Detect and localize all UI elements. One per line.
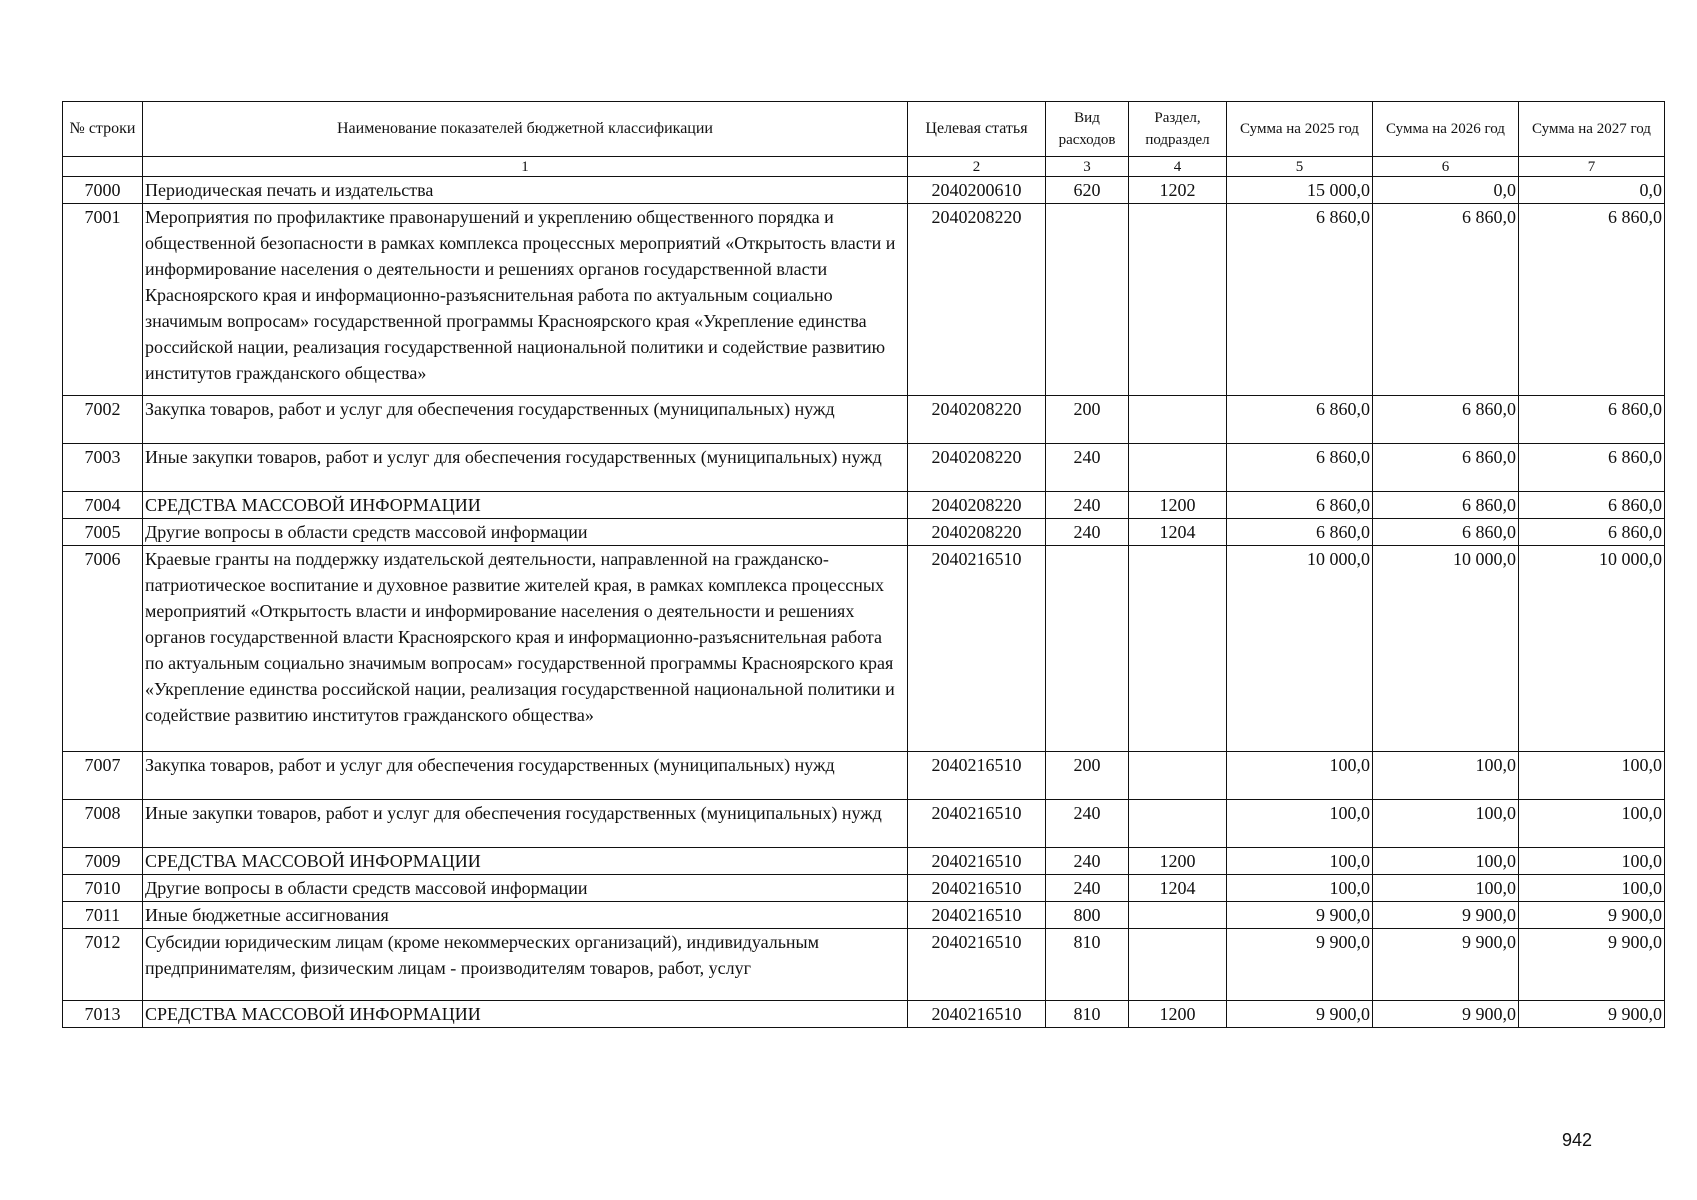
row-section: 1200 (1129, 492, 1227, 519)
table-row (63, 546, 1665, 752)
table-row (63, 902, 1665, 929)
column-number: 7 (1519, 157, 1665, 177)
row-sum-2026: 9 900,0 (1373, 902, 1519, 929)
row-sum-2026: 100,0 (1373, 848, 1519, 875)
row-sum-2026: 100,0 (1373, 875, 1519, 902)
table-row (63, 752, 1665, 800)
column-number: 3 (1046, 157, 1129, 177)
row-target-article: 2040208220 (908, 396, 1046, 444)
row-expense-type: 240 (1046, 800, 1129, 848)
table-row (63, 177, 1665, 204)
table-row (63, 929, 1665, 1001)
row-expense-type: 200 (1046, 752, 1129, 800)
row-target-article: 2040208220 (908, 204, 1046, 396)
row-name: Мероприятия по профилактике правонарушений и укреплению общественного порядка и общественной безопасности в рамках комплекса процессных мероприятий «Открытость власти и информирование населения о деятельности и решениях органов государственной власти Красноярского края и информационно-разъяснительная работа по актуальным социально значимым вопросам» государственной программы Красноярского края «Укрепление единства российской нации, реализация государственной национальной политики и содействие развитию институтов гражданского общества» (143, 204, 908, 396)
row-section (1129, 902, 1227, 929)
row-name: Периодическая печать и издательства (143, 177, 908, 204)
row-sum-2025: 10 000,0 (1227, 546, 1373, 752)
row-number: 7000 (63, 177, 143, 204)
header-sum-2027: Сумма на 2027 год (1519, 102, 1665, 157)
column-number-row (63, 157, 1665, 177)
row-number: 7007 (63, 752, 143, 800)
column-number: 4 (1129, 157, 1227, 177)
row-name: Закупка товаров, работ и услуг для обеспечения государственных (муниципальных) нужд (143, 396, 908, 444)
page-number: 942 (1562, 1130, 1593, 1150)
column-number: 2 (908, 157, 1046, 177)
row-number: 7010 (63, 875, 143, 902)
row-target-article: 2040208220 (908, 519, 1046, 546)
row-expense-type: 240 (1046, 848, 1129, 875)
row-sum-2026: 9 900,0 (1373, 929, 1519, 1001)
row-expense-type: 240 (1046, 492, 1129, 519)
table-row (63, 204, 1665, 396)
row-name: Иные бюджетные ассигнования (143, 902, 908, 929)
table-row (63, 1001, 1665, 1028)
row-target-article: 2040216510 (908, 848, 1046, 875)
row-number: 7009 (63, 848, 143, 875)
row-sum-2026: 0,0 (1373, 177, 1519, 204)
row-section: 1204 (1129, 875, 1227, 902)
row-section: 1204 (1129, 519, 1227, 546)
row-sum-2026: 10 000,0 (1373, 546, 1519, 752)
row-expense-type: 800 (1046, 902, 1129, 929)
row-section (1129, 752, 1227, 800)
row-sum-2025: 100,0 (1227, 875, 1373, 902)
row-sum-2026: 100,0 (1373, 752, 1519, 800)
row-expense-type (1046, 546, 1129, 752)
row-expense-type: 810 (1046, 929, 1129, 1001)
row-name: Закупка товаров, работ и услуг для обеспечения государственных (муниципальных) нужд (143, 752, 908, 800)
row-sum-2025: 100,0 (1227, 848, 1373, 875)
row-sum-2025: 100,0 (1227, 800, 1373, 848)
row-name: Иные закупки товаров, работ и услуг для обеспечения государственных (муниципальных) нужд (143, 800, 908, 848)
row-section (1129, 546, 1227, 752)
row-target-article: 2040216510 (908, 546, 1046, 752)
header-row-number: № строки (63, 102, 143, 157)
row-name: Другие вопросы в области средств массовой информации (143, 875, 908, 902)
row-expense-type: 810 (1046, 1001, 1129, 1028)
row-sum-2026: 6 860,0 (1373, 519, 1519, 546)
row-sum-2025: 6 860,0 (1227, 444, 1373, 492)
header-sum-2025: Сумма на 2025 год (1227, 102, 1373, 157)
row-sum-2026: 6 860,0 (1373, 444, 1519, 492)
row-expense-type: 240 (1046, 875, 1129, 902)
row-expense-type: 200 (1046, 396, 1129, 444)
row-sum-2026: 6 860,0 (1373, 396, 1519, 444)
row-name: Краевые гранты на поддержку издательской деятельности, направленной на гражданско-патриотическое воспитание и духовное развитие жителей края, в рамках комплекса процессных мероприятий «Открытость власти и информирование населения о деятельности и решениях органов государственной власти Красноярского края и информационно-разъяснительная работа по актуальным социально значимым вопросам» государственной программы Красноярского края «Укрепление единства российской нации, реализация государственной национальной политики и содействие развитию институтов гражданского общества» (143, 546, 908, 752)
header-sum-2026: Сумма на 2026 год (1373, 102, 1519, 157)
table-row (63, 519, 1665, 546)
row-number: 7001 (63, 204, 143, 396)
row-sum-2026: 6 860,0 (1373, 204, 1519, 396)
row-number: 7004 (63, 492, 143, 519)
row-number: 7011 (63, 902, 143, 929)
row-sum-2025: 6 860,0 (1227, 492, 1373, 519)
table-row (63, 875, 1665, 902)
row-sum-2027: 100,0 (1519, 752, 1665, 800)
row-sum-2025: 6 860,0 (1227, 396, 1373, 444)
row-target-article: 2040216510 (908, 1001, 1046, 1028)
budget-table (62, 101, 1665, 1028)
header-row (63, 102, 1665, 157)
row-sum-2027: 6 860,0 (1519, 444, 1665, 492)
row-sum-2027: 9 900,0 (1519, 929, 1665, 1001)
row-target-article: 2040216510 (908, 800, 1046, 848)
row-section (1129, 444, 1227, 492)
header-target-article: Целевая статья (908, 102, 1046, 157)
row-name: СРЕДСТВА МАССОВОЙ ИНФОРМАЦИИ (143, 1001, 908, 1028)
row-section (1129, 204, 1227, 396)
row-sum-2027: 6 860,0 (1519, 396, 1665, 444)
row-target-article: 2040200610 (908, 177, 1046, 204)
row-sum-2027: 0,0 (1519, 177, 1665, 204)
row-expense-type: 620 (1046, 177, 1129, 204)
header-expense-type: Вид расходов (1046, 102, 1129, 157)
row-sum-2026: 6 860,0 (1373, 492, 1519, 519)
row-section (1129, 800, 1227, 848)
row-sum-2027: 9 900,0 (1519, 1001, 1665, 1028)
row-target-article: 2040208220 (908, 444, 1046, 492)
table-body (63, 177, 1665, 1028)
table-row (63, 396, 1665, 444)
row-name: СРЕДСТВА МАССОВОЙ ИНФОРМАЦИИ (143, 848, 908, 875)
row-section (1129, 929, 1227, 1001)
row-number: 7002 (63, 396, 143, 444)
row-sum-2026: 100,0 (1373, 800, 1519, 848)
row-sum-2027: 100,0 (1519, 875, 1665, 902)
column-number: 6 (1373, 157, 1519, 177)
row-number: 7013 (63, 1001, 143, 1028)
row-section: 1200 (1129, 1001, 1227, 1028)
table-row (63, 444, 1665, 492)
row-number: 7003 (63, 444, 143, 492)
row-sum-2025: 9 900,0 (1227, 1001, 1373, 1028)
row-target-article: 2040208220 (908, 492, 1046, 519)
row-sum-2025: 6 860,0 (1227, 204, 1373, 396)
row-section (1129, 396, 1227, 444)
row-name: Субсидии юридическим лицам (кроме некоммерческих организаций), индивидуальным предпринимателям, физическим лицам - производителям товаров, работ, услуг (143, 929, 908, 1001)
row-sum-2027: 100,0 (1519, 848, 1665, 875)
row-number: 7006 (63, 546, 143, 752)
column-number: 5 (1227, 157, 1373, 177)
row-sum-2027: 6 860,0 (1519, 519, 1665, 546)
row-section: 1200 (1129, 848, 1227, 875)
row-sum-2025: 9 900,0 (1227, 929, 1373, 1001)
row-target-article: 2040216510 (908, 752, 1046, 800)
table-row (63, 800, 1665, 848)
row-target-article: 2040216510 (908, 875, 1046, 902)
header-name: Наименование показателей бюджетной классификации (143, 102, 908, 157)
row-number: 7008 (63, 800, 143, 848)
row-number: 7005 (63, 519, 143, 546)
row-name: Иные закупки товаров, работ и услуг для обеспечения государственных (муниципальных) нужд (143, 444, 908, 492)
row-sum-2026: 9 900,0 (1373, 1001, 1519, 1028)
column-number-blank (63, 157, 143, 177)
row-expense-type: 240 (1046, 519, 1129, 546)
row-name: Другие вопросы в области средств массовой информации (143, 519, 908, 546)
row-expense-type (1046, 204, 1129, 396)
row-sum-2027: 6 860,0 (1519, 204, 1665, 396)
row-sum-2027: 6 860,0 (1519, 492, 1665, 519)
row-sum-2025: 9 900,0 (1227, 902, 1373, 929)
row-sum-2027: 100,0 (1519, 800, 1665, 848)
column-number: 1 (143, 157, 908, 177)
row-target-article: 2040216510 (908, 929, 1046, 1001)
row-sum-2025: 15 000,0 (1227, 177, 1373, 204)
row-section: 1202 (1129, 177, 1227, 204)
row-sum-2027: 9 900,0 (1519, 902, 1665, 929)
header-section: Раздел, подраздел (1129, 102, 1227, 157)
table-header (63, 102, 1665, 177)
row-sum-2027: 10 000,0 (1519, 546, 1665, 752)
row-target-article: 2040216510 (908, 902, 1046, 929)
row-sum-2025: 6 860,0 (1227, 519, 1373, 546)
row-number: 7012 (63, 929, 143, 1001)
row-sum-2025: 100,0 (1227, 752, 1373, 800)
table-row (63, 492, 1665, 519)
row-expense-type: 240 (1046, 444, 1129, 492)
table-row (63, 848, 1665, 875)
row-name: СРЕДСТВА МАССОВОЙ ИНФОРМАЦИИ (143, 492, 908, 519)
